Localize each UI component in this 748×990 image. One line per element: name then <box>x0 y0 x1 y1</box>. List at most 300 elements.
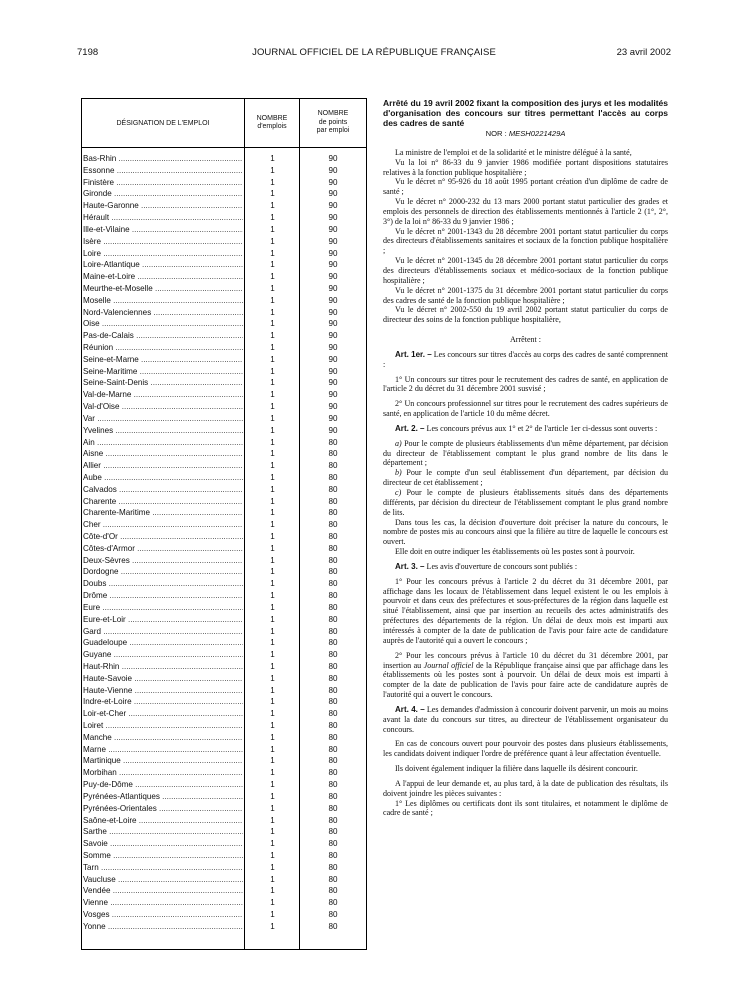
header-nombre-points-line3: par emploi <box>316 127 350 135</box>
row-nombre-points: 90 <box>328 425 338 435</box>
row-nombre-points: 90 <box>328 248 338 258</box>
row-nombre-points: 90 <box>328 295 338 305</box>
nor-label: NOR : <box>485 129 507 138</box>
table-row <box>82 543 366 555</box>
table-row <box>82 342 366 354</box>
row-nombre-points: 80 <box>328 650 338 660</box>
table-row <box>82 779 366 791</box>
table-row <box>82 259 366 271</box>
table-row <box>82 153 366 165</box>
row-nombre-points: 80 <box>328 803 338 813</box>
row-nombre-emplois: 1 <box>270 413 275 423</box>
row-nombre-points: 80 <box>328 437 338 447</box>
article-text: Les avis d'ouverture de concours sont publiés : <box>426 561 578 571</box>
table-row <box>82 236 366 248</box>
row-nombre-emplois: 1 <box>270 236 275 246</box>
row-nombre-emplois: 1 <box>270 732 275 742</box>
row-designation: Somme ..... <box>83 850 243 862</box>
table-row <box>82 354 366 366</box>
row-nombre-points: 80 <box>328 508 338 518</box>
row-nombre-emplois: 1 <box>270 910 275 919</box>
row-nombre-points: 80 <box>328 591 338 601</box>
item-text: Pour le compte de plusieurs établissements d'un même département, par décision du directeur de l'établissement comptant le plus grand nombre de lits dans le département ; <box>383 438 669 468</box>
row-nombre-points: 80 <box>328 732 338 742</box>
row-nombre-emplois: 1 <box>270 449 275 459</box>
row-nombre-points: 90 <box>328 165 338 175</box>
row-designation: Vendée ..... <box>83 885 243 897</box>
row-designation: Côte-d'Or ..... <box>83 531 243 543</box>
row-designation: Puy-de-Dôme ..... <box>83 779 243 791</box>
table-row <box>82 555 366 567</box>
journal-name: Journal officiel <box>423 660 474 670</box>
row-nombre-emplois: 1 <box>270 189 275 199</box>
row-nombre-points: 90 <box>328 307 338 317</box>
row-nombre-emplois: 1 <box>270 484 275 494</box>
row-designation: Isère ..... <box>83 236 243 248</box>
row-nombre-points: 80 <box>328 555 338 565</box>
article-text: Les concours sur titres d'accès au corps des cadres de santé comprennent : <box>383 349 668 369</box>
text-part: de la République française ainsi que par affichage dans les établissements où les postes sont à pourvoir. Un délai de deux mois est imparti à compter de la date de publication de l'avis pour faire acte de candidature auprès de l'autorité qui a ouvert le concours. <box>383 660 669 700</box>
row-designation: Gironde ..... <box>83 188 243 200</box>
row-nombre-points: 80 <box>328 472 338 482</box>
table-row <box>82 874 366 886</box>
row-nombre-points: 90 <box>328 319 338 329</box>
row-nombre-emplois: 1 <box>270 272 275 282</box>
table-row <box>82 165 366 177</box>
row-nombre-emplois: 1 <box>270 803 275 813</box>
row-nombre-points: 90 <box>328 402 338 412</box>
row-nombre-points: 80 <box>328 567 338 577</box>
row-nombre-emplois: 1 <box>270 921 275 931</box>
table-row <box>82 366 366 378</box>
table-row <box>82 826 366 838</box>
table-row <box>82 472 366 484</box>
table-row <box>82 271 366 283</box>
row-nombre-emplois: 1 <box>270 602 275 612</box>
row-designation: Nord-Valenciennes ..... <box>83 307 243 319</box>
row-designation: Val-d'Oise ..... <box>83 401 243 413</box>
item-text: Pour le compte de plusieurs établissements situés dans des départements différents, par décision du directeur de l'établissement comptant le plus grand nombre de lits. <box>383 488 669 517</box>
table-row <box>82 212 366 224</box>
table-row <box>82 708 366 720</box>
row-nombre-emplois: 1 <box>270 520 275 530</box>
row-nombre-points: 90 <box>328 236 338 246</box>
row-designation: Vosges ..... <box>83 909 243 921</box>
row-nombre-points: 90 <box>328 272 338 282</box>
paragraph: Vu le décret n° 95-926 du 18 août 1995 portant création d'un diplôme de cadre de santé ; <box>383 177 668 197</box>
row-nombre-points: 80 <box>328 449 338 459</box>
table-row <box>82 685 366 697</box>
article-label: Art. 3. – <box>395 561 425 571</box>
arretent-heading: Arrêtent : <box>509 335 542 345</box>
row-designation: Maine-et-Loire ..... <box>83 271 243 283</box>
row-designation: Eure ..... <box>83 602 243 614</box>
table-row <box>82 377 366 389</box>
table-row <box>82 283 366 295</box>
article-4 <box>383 705 668 735</box>
table-row <box>82 897 366 909</box>
row-designation: Bas-Rhin ..... <box>83 153 243 165</box>
paragraph: Vu la loi n° 86-33 du 9 janvier 1986 modifiée portant dispositions statutaires relatives à la fonction publique hospitalière ; <box>383 157 668 177</box>
table-row <box>82 637 366 649</box>
header-nombre-points-line2: de points <box>318 118 348 126</box>
row-designation: Loire-Atlantique ..... <box>83 259 243 271</box>
row-designation: Yonne ..... <box>83 921 243 933</box>
row-nombre-points: 80 <box>328 721 338 730</box>
row-nombre-emplois: 1 <box>270 295 275 305</box>
table-body <box>82 153 366 933</box>
row-designation: Yvelines ..... <box>83 425 243 437</box>
item-label: b) <box>395 468 402 478</box>
paragraph: En cas de concours ouvert pour pourvoir des postes dans plusieurs établissements, les candidats doivent indiquer l'ordre de préférence quant à leur affectation éventuelle. <box>383 739 668 759</box>
row-nombre-emplois: 1 <box>270 721 275 730</box>
row-nombre-emplois: 1 <box>270 850 275 860</box>
paragraph <box>383 651 668 700</box>
page-number: 7198 <box>77 47 99 58</box>
row-nombre-emplois: 1 <box>270 213 275 223</box>
row-designation: Allier ..... <box>83 460 243 472</box>
header-nombre-emplois-line2: d'emplois <box>257 123 287 130</box>
table-row <box>82 838 366 850</box>
row-nombre-emplois: 1 <box>270 343 275 352</box>
row-nombre-emplois: 1 <box>270 532 275 541</box>
row-nombre-emplois: 1 <box>270 283 275 293</box>
item-text: Pour le compte d'un seul établissement d'un département, par décision du directeur de cet établissement ; <box>383 468 669 488</box>
row-nombre-points: 80 <box>328 614 338 624</box>
row-designation: Guadeloupe ..... <box>83 637 243 649</box>
row-designation: Loire ..... <box>83 248 243 260</box>
row-nombre-points: 80 <box>328 791 338 801</box>
row-designation: Charente-Maritime ..... <box>83 507 243 519</box>
row-nombre-points: 80 <box>328 543 338 553</box>
row-nombre-emplois: 1 <box>270 673 275 683</box>
paragraph: Vu le décret n° 2000-232 du 13 mars 2000 portant statut particulier des grades et emplois des personnels de direction des établissements mentionnés à l'article 2 (1°, 2°, 3°) de la loi n° 86-33 du 9 janvier 1986 ; <box>383 197 668 226</box>
page-header <box>0 47 748 61</box>
row-nombre-points: 90 <box>328 378 338 388</box>
table-row <box>82 389 366 401</box>
row-nombre-emplois: 1 <box>270 898 275 908</box>
row-nombre-emplois: 1 <box>270 756 275 766</box>
row-nombre-points: 80 <box>328 768 338 778</box>
row-nombre-emplois: 1 <box>270 744 275 754</box>
table-row <box>82 767 366 779</box>
row-designation: Meurthe-et-Moselle ..... <box>83 283 243 295</box>
table-row <box>82 921 366 933</box>
table-row <box>82 224 366 236</box>
table-row <box>82 626 366 638</box>
row-nombre-points: 80 <box>328 638 338 648</box>
table-row <box>82 566 366 578</box>
row-nombre-emplois: 1 <box>270 402 275 412</box>
row-nombre-points: 80 <box>328 874 338 884</box>
row-nombre-points: 80 <box>328 815 338 825</box>
row-nombre-emplois: 1 <box>270 508 275 518</box>
paragraph <box>383 468 668 488</box>
row-designation: Aube ..... <box>83 472 243 484</box>
row-designation: Pyrénées-Orientales ..... <box>83 803 243 815</box>
table-row <box>82 755 366 767</box>
header-nombre-points <box>300 99 366 147</box>
table-row <box>82 496 366 508</box>
article-label: Art. 2. – <box>395 423 425 433</box>
decree-text <box>383 98 668 818</box>
row-nombre-points: 90 <box>328 189 338 199</box>
row-nombre-emplois: 1 <box>270 685 275 695</box>
row-designation: Hérault ..... <box>83 212 243 224</box>
item-label: c) <box>395 488 402 497</box>
article-label: Art. 4. – <box>395 704 425 714</box>
paragraph: 1° Pour les concours prévus à l'article 2 du décret du 31 décembre 2001, par affichage dans les locaux de l'établissement dans lequel existent le ou les emplois à pourvoir et dans ceux des préfectures et sous-préfectures de la région dans laquelle est situé l'établissement, ainsi que par insertion au recueils des actes administratifs des préfectures des départements de la région. Un délai de deux mois est imparti aux intéressés à compter de la date de publication de l'avis pour faire acte de candidature auprès de l'autorité qui a ouvert le concours ; <box>383 576 668 645</box>
table-row <box>82 590 366 602</box>
row-nombre-points: 80 <box>328 898 338 908</box>
row-nombre-emplois: 1 <box>270 165 275 175</box>
row-nombre-emplois: 1 <box>270 248 275 258</box>
row-designation: Cher ..... <box>83 519 243 531</box>
row-designation: Seine-et-Marne ..... <box>83 354 243 366</box>
row-nombre-emplois: 1 <box>270 366 275 376</box>
table-row <box>82 885 366 897</box>
row-nombre-points: 80 <box>328 827 338 837</box>
row-designation: Gard ..... <box>83 626 243 638</box>
row-designation: Loiret ..... <box>83 720 243 732</box>
table-row <box>82 484 366 496</box>
row-designation: Pas-de-Calais ..... <box>83 330 243 342</box>
row-designation: Vienne ..... <box>83 897 243 909</box>
row-nombre-points: 90 <box>328 413 338 423</box>
row-designation: Ain ..... <box>83 437 243 449</box>
row-nombre-emplois: 1 <box>270 154 275 163</box>
row-nombre-points: 90 <box>328 177 338 187</box>
row-designation: Saône-et-Loire ..... <box>83 815 243 827</box>
row-nombre-points: 80 <box>328 685 338 695</box>
table-row <box>82 425 366 437</box>
row-designation: Martinique ..... <box>83 755 243 767</box>
row-designation: Calvados ..... <box>83 484 243 496</box>
row-designation: Moselle ..... <box>83 295 243 307</box>
paragraph: Ils doivent également indiquer la filière dans laquelle ils désirent concourir. <box>395 764 638 774</box>
table-row <box>82 661 366 673</box>
table-row <box>82 248 366 260</box>
table-row <box>82 909 366 921</box>
row-nombre-emplois: 1 <box>270 378 275 388</box>
row-designation: Indre-et-Loire ..... <box>83 696 243 708</box>
table-row <box>82 649 366 661</box>
row-nombre-points: 80 <box>328 780 338 790</box>
row-nombre-emplois: 1 <box>270 437 275 447</box>
row-nombre-points: 90 <box>328 213 338 223</box>
row-nombre-points: 80 <box>328 626 338 636</box>
row-nombre-points: 80 <box>328 850 338 860</box>
row-nombre-emplois: 1 <box>270 224 275 234</box>
header-designation: DÉSIGNATION DE L'EMPLOI <box>82 99 245 147</box>
table-row <box>82 437 366 449</box>
row-designation: Haut-Rhin ..... <box>83 661 243 673</box>
row-nombre-points: 80 <box>328 496 338 506</box>
row-nombre-points: 80 <box>328 661 338 671</box>
paragraph: Elle doit en outre indiquer les établissements où les postes sont à pourvoir. <box>395 547 635 557</box>
row-nombre-points: 80 <box>328 579 338 589</box>
row-nombre-points: 80 <box>328 520 338 530</box>
table-row <box>82 507 366 519</box>
row-designation: Eure-et-Loir ..... <box>83 614 243 626</box>
table-row <box>82 177 366 189</box>
paragraph: 2° Un concours professionnel sur titres pour le recrutement des cadres supérieurs de santé, en application de l'article 10 du même décret. <box>383 399 668 419</box>
item-label: a) <box>395 438 402 448</box>
row-nombre-emplois: 1 <box>270 543 275 553</box>
table-row <box>82 330 366 342</box>
row-designation: Finistère ..... <box>83 177 243 189</box>
row-nombre-emplois: 1 <box>270 579 275 589</box>
table-row <box>82 732 366 744</box>
article-1 <box>383 350 668 370</box>
article-text: Les demandes d'admission à concourir doivent parvenir, un mois au moins avant la date du concours sur titres, au directeur de l'établissement organisateur du concours. <box>383 704 668 734</box>
table-row <box>82 862 366 874</box>
row-nombre-points: 90 <box>328 390 338 400</box>
paragraph: La ministre de l'emploi et de la solidarité et le ministre délégué à la santé, <box>395 147 632 157</box>
row-nombre-emplois: 1 <box>270 862 275 872</box>
nor-reference <box>383 129 668 139</box>
row-nombre-emplois: 1 <box>270 815 275 825</box>
table-row <box>82 318 366 330</box>
row-nombre-points: 80 <box>328 697 338 707</box>
row-nombre-emplois: 1 <box>270 827 275 837</box>
row-nombre-points: 80 <box>328 910 338 919</box>
paragraph: Vu le décret n° 2001-1345 du 28 décembre 2001 portant statut particulier du corps des directeurs d'établissements sociaux et médico-sociaux de la fonction publique hospitalière ; <box>383 256 668 285</box>
row-nombre-emplois: 1 <box>270 201 275 211</box>
row-nombre-points: 90 <box>328 260 338 270</box>
row-designation: Pyrénées-Atlantiques ..... <box>83 791 243 803</box>
row-designation: Loir-et-Cher ..... <box>83 708 243 720</box>
row-nombre-emplois: 1 <box>270 319 275 329</box>
row-nombre-emplois: 1 <box>270 709 275 719</box>
table-row <box>82 720 366 732</box>
row-nombre-points: 80 <box>328 839 338 849</box>
row-designation: Aisne ..... <box>83 448 243 460</box>
paragraph: Vu le décret n° 2001-1343 du 28 décembre 2001 portant statut particulier du corps des directeurs d'établissements sanitaires et sociaux de la fonction publique hospitalière ; <box>383 226 668 256</box>
row-nombre-emplois: 1 <box>270 177 275 187</box>
table-row <box>82 307 366 319</box>
row-nombre-points: 80 <box>328 602 338 612</box>
table-row <box>82 188 366 200</box>
row-designation: Haute-Garonne ..... <box>83 200 243 212</box>
text-part: 2° Pour les concours prévus à l'article 10 du décret du 31 décembre 2001, par insertion au <box>383 650 668 670</box>
header-nombre-points-line1: NOMBRE <box>317 110 349 118</box>
paragraph: A l'appui de leur demande et, au plus tard, à la date de publication des résultats, ils doivent joindre les pièces suivantes : <box>383 778 668 798</box>
row-nombre-emplois: 1 <box>270 886 275 896</box>
article-3 <box>383 562 668 572</box>
row-nombre-emplois: 1 <box>270 839 275 849</box>
row-designation: Deux-Sèvres ..... <box>83 555 243 567</box>
row-nombre-emplois: 1 <box>270 614 275 624</box>
row-nombre-emplois: 1 <box>270 555 275 565</box>
row-nombre-emplois: 1 <box>270 697 275 707</box>
row-designation: Charente ..... <box>83 496 243 508</box>
row-nombre-points: 90 <box>328 201 338 211</box>
row-nombre-emplois: 1 <box>270 496 275 506</box>
row-nombre-emplois: 1 <box>270 591 275 601</box>
row-nombre-points: 80 <box>328 461 338 471</box>
row-nombre-points: 80 <box>328 921 338 931</box>
paragraph: Vu le décret n° 2002-550 du 19 avril 2002 portant statut particulier du corps de directeur des soins de la fonction publique hospitalière, <box>383 305 668 325</box>
article-text: Les concours prévus aux 1° et 2° de l'article 1er ci-dessus sont ouverts : <box>426 423 658 433</box>
table-row <box>82 614 366 626</box>
table-header <box>82 99 366 148</box>
table-row <box>82 803 366 815</box>
row-designation: Guyane ..... <box>83 649 243 661</box>
row-nombre-points: 80 <box>328 673 338 683</box>
row-nombre-emplois: 1 <box>270 768 275 778</box>
row-nombre-points: 80 <box>328 756 338 766</box>
row-nombre-points: 80 <box>328 709 338 719</box>
row-nombre-emplois: 1 <box>270 461 275 471</box>
row-nombre-emplois: 1 <box>270 354 275 364</box>
row-nombre-emplois: 1 <box>270 331 275 341</box>
paragraph: 1° Les diplômes ou certificats dont ils sont titulaires, et notamment le diplôme de cadre de santé ; <box>383 798 668 818</box>
table-row <box>82 673 366 685</box>
row-designation: Var ..... <box>83 413 243 425</box>
row-nombre-points: 90 <box>328 354 338 364</box>
row-designation: Tarn ..... <box>83 862 243 874</box>
header-nombre-emplois <box>245 99 300 147</box>
row-designation: Réunion ..... <box>83 342 243 354</box>
table-row <box>82 744 366 756</box>
row-designation: Ille-et-Vilaine ..... <box>83 224 243 236</box>
row-nombre-emplois: 1 <box>270 791 275 801</box>
row-designation: Morbihan ..... <box>83 767 243 779</box>
row-nombre-emplois: 1 <box>270 390 275 400</box>
row-nombre-emplois: 1 <box>270 626 275 636</box>
table-row <box>82 401 366 413</box>
table-row <box>82 815 366 827</box>
row-designation: Dordogne ..... <box>83 566 243 578</box>
row-nombre-points: 80 <box>328 744 338 754</box>
table-row <box>82 519 366 531</box>
paragraph <box>383 488 668 518</box>
table-row <box>82 602 366 614</box>
row-nombre-points: 90 <box>328 331 338 341</box>
table-row <box>82 531 366 543</box>
row-designation: Drôme ..... <box>83 590 243 602</box>
table-row <box>82 448 366 460</box>
row-nombre-emplois: 1 <box>270 661 275 671</box>
table-row <box>82 696 366 708</box>
row-nombre-emplois: 1 <box>270 260 275 270</box>
row-designation: Haute-Vienne ..... <box>83 685 243 697</box>
table-row <box>82 413 366 425</box>
row-nombre-emplois: 1 <box>270 425 275 435</box>
row-designation: Essonne ..... <box>83 165 243 177</box>
row-designation: Oise ..... <box>83 318 243 330</box>
decree-title: Arrêté du 19 avril 2002 fixant la composition des jurys et les modalités d'organisation des concours sur titres permettant l'accès au corps des cadres de santé <box>383 98 668 128</box>
row-nombre-emplois: 1 <box>270 567 275 577</box>
article-2 <box>383 424 668 434</box>
table-row <box>82 850 366 862</box>
row-nombre-points: 80 <box>328 484 338 494</box>
row-nombre-emplois: 1 <box>270 638 275 648</box>
row-nombre-emplois: 1 <box>270 472 275 482</box>
row-nombre-emplois: 1 <box>270 307 275 317</box>
row-nombre-points: 90 <box>328 366 338 376</box>
journal-title: JOURNAL OFFICIEL DE LA RÉPUBLIQUE FRANÇAISE <box>252 47 496 58</box>
row-designation: Marne ..... <box>83 744 243 756</box>
row-designation: Côtes-d'Armor ..... <box>83 543 243 555</box>
table-row <box>82 460 366 472</box>
paragraph <box>383 439 668 469</box>
row-designation: Val-de-Marne ..... <box>83 389 243 401</box>
row-nombre-points: 90 <box>328 343 338 352</box>
paragraph: Dans tous les cas, la décision d'ouverture doit préciser la nature du concours, le nombre de postes mis au concours ainsi que la filière au titre de laquelle le concours est ouvert. <box>383 517 668 547</box>
header-nombre-emplois-line1: NOMBRE <box>256 114 288 122</box>
